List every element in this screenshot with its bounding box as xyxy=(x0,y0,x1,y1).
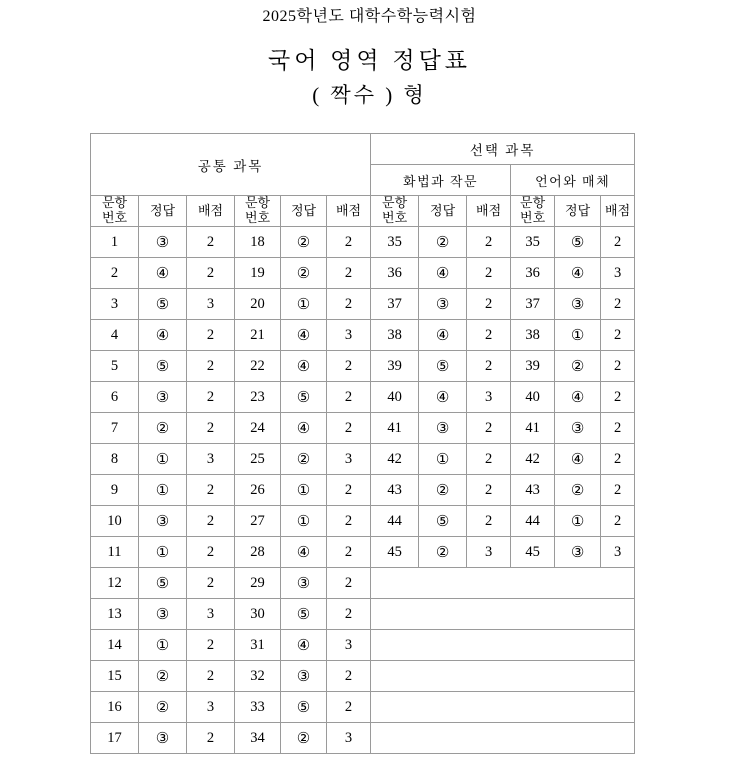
cell-question-number: 42 xyxy=(371,444,419,475)
cell-answer: ② xyxy=(555,475,601,506)
cell-question-number: 10 xyxy=(91,506,139,537)
cell-question-number: 37 xyxy=(371,289,419,320)
cell-answer: ⑤ xyxy=(281,382,327,413)
cell-answer: ④ xyxy=(281,537,327,568)
cell-question-number: 3 xyxy=(91,289,139,320)
cell-answer: ② xyxy=(419,537,467,568)
cell-points: 2 xyxy=(467,227,511,258)
cell-answer: ⑤ xyxy=(139,568,187,599)
cell-points: 2 xyxy=(187,661,235,692)
cell-question-number: 30 xyxy=(235,599,281,630)
table-row xyxy=(91,630,635,661)
cell-points: 2 xyxy=(187,413,235,444)
cell-points: 3 xyxy=(327,723,371,754)
cell-points: 3 xyxy=(467,382,511,413)
col-header-points-e2: 배점 xyxy=(601,196,635,227)
cell-question-number: 13 xyxy=(91,599,139,630)
cell-answer: ④ xyxy=(555,444,601,475)
cell-points: 3 xyxy=(467,537,511,568)
cell-points: 3 xyxy=(187,599,235,630)
group-header-elective: 선택 과목 xyxy=(371,134,635,165)
cell-points: 2 xyxy=(327,537,371,568)
cell-answer: ③ xyxy=(555,289,601,320)
cell-answer: ② xyxy=(139,692,187,723)
cell-question-number: 28 xyxy=(235,537,281,568)
cell-answer: ③ xyxy=(555,413,601,444)
cell-points: 3 xyxy=(327,444,371,475)
cell-question-number: 29 xyxy=(235,568,281,599)
cell-points: 2 xyxy=(187,475,235,506)
document-header xyxy=(0,0,739,111)
cell-points: 3 xyxy=(601,258,635,289)
cell-points: 2 xyxy=(467,320,511,351)
cell-question-number: 34 xyxy=(235,723,281,754)
answer-table-body xyxy=(91,134,635,754)
cell-points: 2 xyxy=(327,506,371,537)
cell-answer: ① xyxy=(139,630,187,661)
table-row xyxy=(91,413,635,444)
cell-question-number: 41 xyxy=(371,413,419,444)
cell-question-number: 24 xyxy=(235,413,281,444)
col-header-number-line2: 번호 xyxy=(244,210,271,225)
cell-question-number: 36 xyxy=(511,258,555,289)
cell-answer: ② xyxy=(139,413,187,444)
cell-answer: ② xyxy=(281,444,327,475)
cell-points: 2 xyxy=(187,723,235,754)
col-header-number-line1: 문항 xyxy=(101,195,128,211)
cell-points: 2 xyxy=(327,227,371,258)
cell-answer: ② xyxy=(555,351,601,382)
cell-question-number: 18 xyxy=(235,227,281,258)
cell-question-number: 36 xyxy=(371,258,419,289)
cell-answer: ④ xyxy=(281,630,327,661)
col-header-number-line2: 번호 xyxy=(520,210,546,225)
cell-answer: ① xyxy=(139,475,187,506)
cell-answer: ② xyxy=(281,723,327,754)
cell-answer: ① xyxy=(139,537,187,568)
cell-question-number: 35 xyxy=(371,227,419,258)
cell-question-number: 35 xyxy=(511,227,555,258)
cell-answer: ⑤ xyxy=(419,506,467,537)
cell-question-number: 38 xyxy=(511,320,555,351)
cell-points: 2 xyxy=(187,506,235,537)
cell-answer: ④ xyxy=(281,351,327,382)
cell-points: 2 xyxy=(601,382,635,413)
cell-points: 2 xyxy=(467,413,511,444)
cell-answer: ② xyxy=(281,227,327,258)
cell-answer: ① xyxy=(281,506,327,537)
cell-question-number: 32 xyxy=(235,661,281,692)
cell-answer: ⑤ xyxy=(281,692,327,723)
cell-answer: ③ xyxy=(139,599,187,630)
col-header-answer-c2: 정답 xyxy=(281,196,327,227)
elective-header-eoneo: 언어와 매체 xyxy=(511,165,635,196)
cell-points: 2 xyxy=(601,227,635,258)
cell-answer: ④ xyxy=(555,382,601,413)
cell-question-number: 8 xyxy=(91,444,139,475)
cell-question-number: 44 xyxy=(511,506,555,537)
cell-question-number: 1 xyxy=(91,227,139,258)
cell-question-number: 6 xyxy=(91,382,139,413)
cell-answer: ④ xyxy=(281,320,327,351)
cell-points: 2 xyxy=(467,289,511,320)
col-header-answer-e2: 정답 xyxy=(555,196,601,227)
col-header-answer-c1: 정답 xyxy=(139,196,187,227)
elective-header-hwabeop: 화법과 작문 xyxy=(371,165,511,196)
cell-question-number: 43 xyxy=(371,475,419,506)
table-row xyxy=(91,351,635,382)
table-row xyxy=(91,444,635,475)
col-header-number-line2: 번호 xyxy=(101,210,128,225)
empty-spacer xyxy=(371,661,635,692)
cell-answer: ⑤ xyxy=(139,351,187,382)
col-header-points-c2: 배점 xyxy=(327,196,371,227)
cell-points: 2 xyxy=(187,568,235,599)
cell-question-number: 9 xyxy=(91,475,139,506)
cell-question-number: 17 xyxy=(91,723,139,754)
empty-spacer xyxy=(371,568,635,599)
col-header-number-e1 xyxy=(371,196,419,227)
cell-answer: ④ xyxy=(139,258,187,289)
table-row xyxy=(91,568,635,599)
cell-points: 2 xyxy=(601,444,635,475)
table-row xyxy=(91,692,635,723)
cell-question-number: 25 xyxy=(235,444,281,475)
empty-spacer xyxy=(371,692,635,723)
cell-question-number: 26 xyxy=(235,475,281,506)
cell-points: 2 xyxy=(187,382,235,413)
empty-spacer xyxy=(371,630,635,661)
cell-question-number: 5 xyxy=(91,351,139,382)
cell-answer: ① xyxy=(555,320,601,351)
cell-answer: ⑤ xyxy=(139,289,187,320)
cell-answer: ③ xyxy=(555,537,601,568)
cell-points: 2 xyxy=(187,227,235,258)
cell-answer: ③ xyxy=(419,413,467,444)
col-header-number-line1: 문항 xyxy=(382,195,408,211)
cell-question-number: 14 xyxy=(91,630,139,661)
subject-title: 국어 영역 정답표 xyxy=(267,48,472,74)
cell-answer: ③ xyxy=(281,661,327,692)
table-row xyxy=(91,506,635,537)
cell-question-number: 40 xyxy=(371,382,419,413)
col-header-number-line1: 문항 xyxy=(520,195,546,211)
answer-key-table xyxy=(90,133,635,754)
col-header-number-e2 xyxy=(511,196,555,227)
empty-spacer xyxy=(371,599,635,630)
group-heading-row xyxy=(91,134,635,165)
cell-points: 3 xyxy=(327,630,371,661)
cell-question-number: 41 xyxy=(511,413,555,444)
cell-answer: ③ xyxy=(139,723,187,754)
cell-answer: ④ xyxy=(281,413,327,444)
cell-answer: ③ xyxy=(139,227,187,258)
column-header-row xyxy=(91,196,635,227)
table-row xyxy=(91,289,635,320)
cell-question-number: 22 xyxy=(235,351,281,382)
cell-question-number: 27 xyxy=(235,506,281,537)
cell-points: 2 xyxy=(601,320,635,351)
exam-name: 2025학년도 대학수학능력시험 xyxy=(262,8,477,25)
cell-answer: ③ xyxy=(139,382,187,413)
cell-answer: ④ xyxy=(139,320,187,351)
cell-answer: ③ xyxy=(419,289,467,320)
cell-question-number: 15 xyxy=(91,661,139,692)
cell-question-number: 39 xyxy=(371,351,419,382)
cell-question-number: 2 xyxy=(91,258,139,289)
cell-points: 2 xyxy=(187,320,235,351)
cell-points: 2 xyxy=(601,475,635,506)
cell-points: 2 xyxy=(467,506,511,537)
cell-points: 2 xyxy=(327,568,371,599)
table-row xyxy=(91,258,635,289)
cell-question-number: 23 xyxy=(235,382,281,413)
cell-question-number: 12 xyxy=(91,568,139,599)
empty-spacer xyxy=(371,723,635,754)
cell-answer: ③ xyxy=(139,506,187,537)
cell-question-number: 39 xyxy=(511,351,555,382)
title-block xyxy=(0,44,739,111)
col-header-number-line2: 번호 xyxy=(382,210,408,225)
cell-points: 2 xyxy=(601,506,635,537)
cell-points: 2 xyxy=(327,351,371,382)
cell-points: 2 xyxy=(327,599,371,630)
cell-points: 2 xyxy=(467,444,511,475)
answer-table-wrapper xyxy=(90,133,634,754)
cell-answer: ⑤ xyxy=(419,351,467,382)
cell-question-number: 7 xyxy=(91,413,139,444)
cell-answer: ① xyxy=(555,506,601,537)
cell-answer: ④ xyxy=(419,320,467,351)
cell-answer: ③ xyxy=(281,568,327,599)
cell-points: 3 xyxy=(601,537,635,568)
table-row xyxy=(91,723,635,754)
cell-points: 2 xyxy=(467,351,511,382)
cell-answer: ④ xyxy=(419,382,467,413)
cell-question-number: 21 xyxy=(235,320,281,351)
table-row xyxy=(91,661,635,692)
cell-points: 2 xyxy=(327,289,371,320)
cell-answer: ① xyxy=(281,289,327,320)
cell-points: 2 xyxy=(327,382,371,413)
cell-answer: ② xyxy=(139,661,187,692)
cell-answer: ⑤ xyxy=(281,599,327,630)
cell-question-number: 44 xyxy=(371,506,419,537)
group-header-common: 공통 과목 xyxy=(91,134,371,196)
cell-points: 2 xyxy=(467,475,511,506)
cell-answer: ② xyxy=(281,258,327,289)
cell-points: 2 xyxy=(187,537,235,568)
cell-question-number: 20 xyxy=(235,289,281,320)
table-row xyxy=(91,227,635,258)
cell-points: 2 xyxy=(327,661,371,692)
cell-points: 2 xyxy=(327,692,371,723)
col-header-number-c1 xyxy=(91,196,139,227)
col-header-number-c2 xyxy=(235,196,281,227)
form-type: ( 짝수 ) 형 xyxy=(312,82,427,107)
cell-question-number: 11 xyxy=(91,537,139,568)
cell-question-number: 33 xyxy=(235,692,281,723)
cell-question-number: 40 xyxy=(511,382,555,413)
col-header-answer-e1: 정답 xyxy=(419,196,467,227)
cell-points: 3 xyxy=(187,692,235,723)
cell-points: 2 xyxy=(187,630,235,661)
table-row xyxy=(91,537,635,568)
cell-points: 2 xyxy=(601,351,635,382)
table-row xyxy=(91,599,635,630)
col-header-points-e1: 배점 xyxy=(467,196,511,227)
cell-question-number: 42 xyxy=(511,444,555,475)
cell-points: 3 xyxy=(327,320,371,351)
cell-points: 2 xyxy=(187,351,235,382)
cell-question-number: 45 xyxy=(371,537,419,568)
cell-points: 2 xyxy=(187,258,235,289)
cell-answer: ⑤ xyxy=(555,227,601,258)
table-row xyxy=(91,475,635,506)
cell-points: 3 xyxy=(187,444,235,475)
cell-answer: ① xyxy=(139,444,187,475)
cell-question-number: 4 xyxy=(91,320,139,351)
cell-points: 2 xyxy=(601,289,635,320)
col-header-points-c1: 배점 xyxy=(187,196,235,227)
cell-answer: ④ xyxy=(419,258,467,289)
table-row xyxy=(91,382,635,413)
cell-points: 2 xyxy=(327,475,371,506)
cell-answer: ① xyxy=(281,475,327,506)
cell-question-number: 19 xyxy=(235,258,281,289)
table-row xyxy=(91,320,635,351)
cell-points: 2 xyxy=(327,413,371,444)
cell-question-number: 37 xyxy=(511,289,555,320)
cell-question-number: 43 xyxy=(511,475,555,506)
cell-answer: ② xyxy=(419,475,467,506)
cell-points: 2 xyxy=(467,258,511,289)
cell-points: 3 xyxy=(187,289,235,320)
cell-question-number: 38 xyxy=(371,320,419,351)
cell-question-number: 45 xyxy=(511,537,555,568)
cell-answer: ④ xyxy=(555,258,601,289)
col-header-number-line1: 문항 xyxy=(244,195,271,211)
cell-answer: ① xyxy=(419,444,467,475)
cell-points: 2 xyxy=(601,413,635,444)
cell-answer: ② xyxy=(419,227,467,258)
cell-points: 2 xyxy=(327,258,371,289)
cell-question-number: 16 xyxy=(91,692,139,723)
cell-question-number: 31 xyxy=(235,630,281,661)
